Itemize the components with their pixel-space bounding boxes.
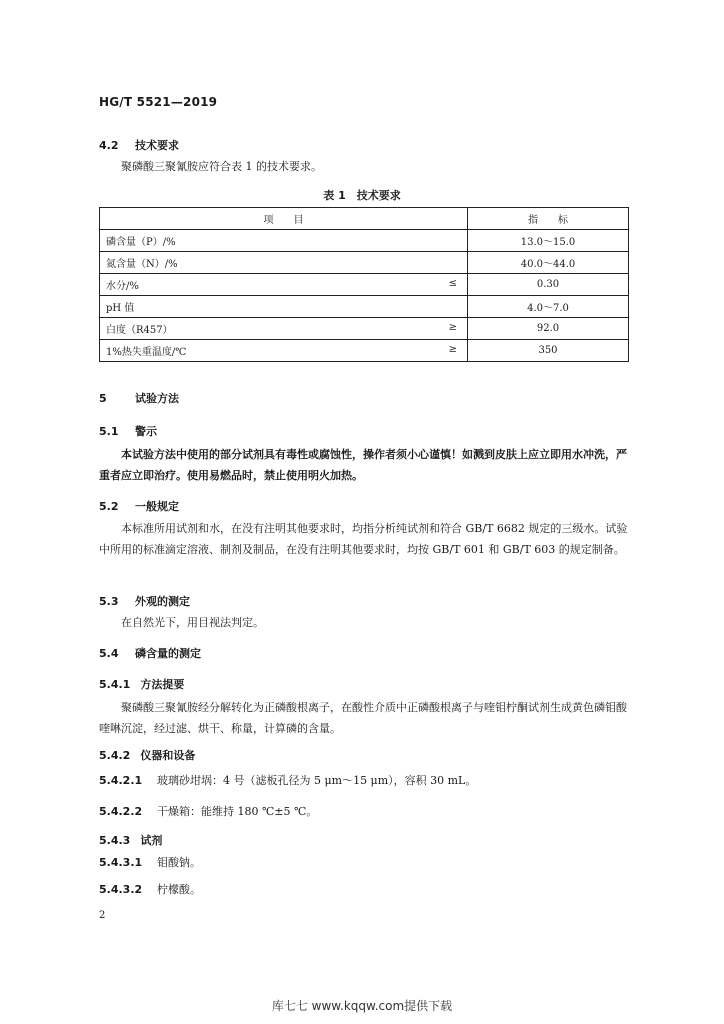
- row-item: pH 值: [106, 303, 135, 314]
- section-title: 试验方法: [135, 392, 179, 405]
- row-item: 白度（R457）: [106, 325, 173, 336]
- clause-number: 5.4.3.1: [99, 856, 143, 869]
- section-5-4-3-heading: [99, 832, 162, 848]
- section-number: 5.4.3: [99, 834, 131, 847]
- clause-number: 5.4.2.2: [99, 805, 143, 818]
- clause-number: 5.4.2.1: [99, 774, 143, 787]
- section-number: 5.3: [99, 595, 119, 608]
- row-operator: ≥: [448, 322, 457, 333]
- section-title: 试剂: [140, 834, 163, 847]
- section-title: 外观的测定: [135, 595, 190, 608]
- table-row: [100, 274, 629, 296]
- row-item: 磷含量（P）/%: [106, 237, 176, 248]
- table-caption: 表 1 技术要求: [323, 189, 401, 202]
- section-title: 方法提要: [140, 678, 185, 691]
- section-5-heading: [99, 390, 179, 406]
- clause-5-4-3-2: [99, 879, 201, 900]
- section-4-2-heading: [99, 137, 179, 153]
- clause-text: 钼酸钠。: [157, 856, 201, 869]
- section-number: 5.1: [99, 425, 119, 438]
- row-item: 氮含量（N）/%: [106, 259, 178, 270]
- clause-text: 玻璃砂坩埚：4 号（滤板孔径为 5 μm～15 μm），容积 30 mL。: [157, 774, 477, 787]
- row-value: 13.0～15.0: [468, 230, 629, 252]
- section-title: 仪器和设备: [140, 749, 196, 762]
- clause-5-4-2-2: [99, 801, 317, 822]
- section-5-4-2-heading: [99, 747, 195, 763]
- table-row: [100, 252, 629, 274]
- table-row: [100, 296, 629, 318]
- row-value: 4.0～7.0: [468, 296, 629, 318]
- row-value: 350: [468, 340, 629, 362]
- row-value: 0.30: [468, 274, 629, 296]
- section-5-1-warning-text: 本试验方法中使用的部分试剂具有毒性或腐蚀性，操作者须小心谨慎！如溅到皮肤上应立即用水冲洗，严重者应立即治疗。使用易燃品时，禁止使用明火加热。: [99, 448, 627, 482]
- section-number: 5.4: [99, 647, 119, 660]
- section-5-3-text: 在自然光下，用目视法判定。: [121, 616, 264, 629]
- section-title: 技术要求: [135, 139, 179, 152]
- section-5-4-heading: [99, 645, 201, 661]
- section-number: 5.4.1: [99, 678, 131, 691]
- section-title: 警示: [135, 425, 157, 438]
- section-5-2-text: 本标准所用试剂和水，在没有注明其他要求时，均指分析纯试剂和符合 GB/T 6682 规定的三级水。试验中所用的标准滴定溶液、制剂及制品，在没有注明其他要求时，均按 GB/T 601 和 GB/T 603 的规定制备。: [99, 522, 628, 556]
- row-operator: ≥: [448, 344, 457, 355]
- table-row: [100, 318, 629, 340]
- table-header-row: [100, 208, 629, 230]
- clause-text: 干燥箱：能维持 180 ℃±5 ℃。: [157, 805, 318, 818]
- section-4-2-text: 聚磷酸三聚氰胺应符合表 1 的技术要求。: [121, 160, 322, 173]
- row-value: 92.0: [468, 318, 629, 340]
- spec-table: [99, 207, 629, 362]
- clause-text: 柠檬酸。: [157, 883, 201, 896]
- section-5-3-heading: [99, 593, 190, 609]
- download-watermark: 库七七 www.kqqw.com提供下载: [271, 999, 453, 1013]
- column-header-item: 项 目: [100, 208, 468, 230]
- section-number: 5: [99, 392, 107, 405]
- page-number: 2: [99, 910, 106, 921]
- table-row: [100, 230, 629, 252]
- section-number: 5.4.2: [99, 749, 131, 762]
- section-title: 磷含量的测定: [135, 647, 201, 660]
- section-5-4-1-text: 聚磷酸三聚氰胺经分解转化为正磷酸根离子，在酸性介质中正磷酸根离子与喹钼柠酮试剂生成黄色磷钼酸喹啉沉淀，经过滤、烘干、称量，计算磷的含量。: [99, 701, 627, 735]
- row-item: 1%热失重温度/℃: [106, 347, 187, 358]
- section-5-1-heading: [99, 423, 157, 439]
- standard-id-header: HG/T 5521—2019: [99, 95, 218, 109]
- section-5-2-heading: [99, 498, 179, 514]
- section-number: 4.2: [99, 139, 119, 152]
- section-title: 一般规定: [135, 500, 179, 513]
- section-number: 5.2: [99, 500, 119, 513]
- section-5-4-1-heading: [99, 676, 184, 692]
- clause-number: 5.4.3.2: [99, 883, 143, 896]
- row-operator: ≤: [448, 278, 457, 289]
- clause-5-4-3-1: [99, 852, 201, 873]
- clause-5-4-2-1: [99, 770, 476, 791]
- column-header-value: 指 标: [468, 208, 629, 230]
- table-row: [100, 340, 629, 362]
- row-item: 水分/%: [106, 281, 139, 292]
- row-value: 40.0～44.0: [468, 252, 629, 274]
